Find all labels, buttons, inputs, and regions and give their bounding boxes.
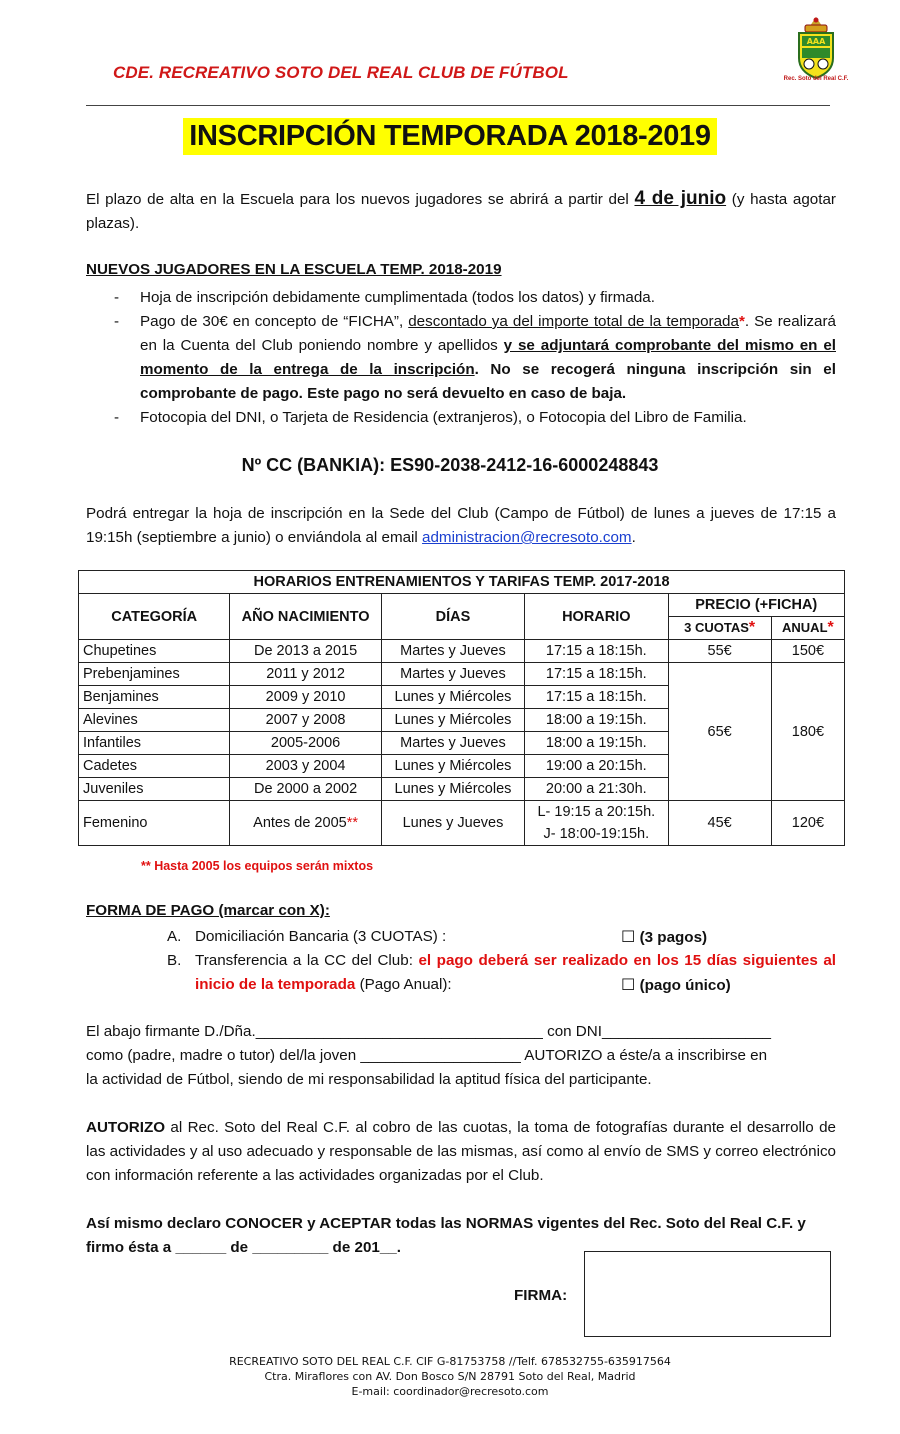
signer-line-1 xyxy=(86,1020,836,1044)
cell-birth-text: Antes de 2005 xyxy=(253,815,347,831)
cell-birth xyxy=(230,801,381,846)
option-label: (pago único) xyxy=(639,977,731,994)
option-text: Transferencia a la CC del Club: xyxy=(195,952,419,969)
signer-line-3: la actividad de Fútbol, siendo de mi responsabilidad la aptitud física del participante. xyxy=(86,1071,652,1088)
payment-option-b xyxy=(167,949,181,973)
table-row xyxy=(79,801,845,846)
requirements-list xyxy=(86,286,836,430)
payment-option-b-check[interactable] xyxy=(617,973,731,998)
authorize-text: al Rec. Soto del Real C.F. al cobro de las cuotas, la toma de fotografías durante el desarrollo de las actividades y al uso adecuado y responsable de las mismas, así como al envío de SMS y correo electrónico con información referente a las actividades organizadas por el Club. xyxy=(86,1119,836,1184)
cell-schedule: 18:00 a 19:15h. xyxy=(525,709,668,732)
footer-line: E-mail: coordinador@recresoto.com xyxy=(351,1385,549,1398)
cell-birth: 2005-2006 xyxy=(230,732,381,755)
footer xyxy=(0,1354,900,1399)
cell-schedule: 17:15 a 18:15h. xyxy=(525,663,668,686)
header-divider xyxy=(86,105,830,106)
asterisk: * xyxy=(738,313,745,330)
payment-deadline-note: el pago deberá ser realizado en los 15 días siguientes al inicio de la temporada xyxy=(195,952,836,993)
cell-category: Chupetines xyxy=(79,640,230,663)
dni-blank[interactable]: ____________________ xyxy=(601,1023,771,1040)
opening-date: 4 de junio xyxy=(634,188,727,209)
cell-three-fees: 65€ xyxy=(668,663,771,801)
payment-option-a xyxy=(167,925,181,949)
declaration-line-1: Así mismo declaro CONOCER y ACEPTAR todas las NORMAS vigentes del Rec. Soto del Real C.F. y xyxy=(86,1215,806,1232)
receipt-note: y se adjuntará comprobante del mismo en el momento de la entrega de la inscripción xyxy=(140,337,836,378)
signer-text: El abajo firmante D./Dña. xyxy=(86,1023,256,1040)
cell-three-fees: 55€ xyxy=(668,640,771,663)
cell-three-fees: 45€ xyxy=(668,801,771,846)
bank-account: Nº CC (BANKIA): ES90-2038-2412-16-6000248843 xyxy=(241,455,659,475)
payment-option-b-text xyxy=(195,949,836,997)
cell-days: Martes y Jueves xyxy=(381,732,524,755)
youth-name-blank[interactable]: ___________________ xyxy=(360,1047,521,1064)
cell-birth: 2009 y 2010 xyxy=(230,686,381,709)
table-row xyxy=(79,663,845,686)
delivery-paragraph xyxy=(86,502,836,550)
cell-category: Infantiles xyxy=(79,732,230,755)
admin-email-link[interactable]: administracion@recresoto.com xyxy=(422,529,632,546)
cell-schedule: 20:00 a 21:30h. xyxy=(525,778,668,801)
signer-line-2 xyxy=(86,1044,836,1068)
cell-days: Lunes y Miércoles xyxy=(381,778,524,801)
list-item xyxy=(86,406,836,430)
checkbox-icon[interactable]: ☐ xyxy=(621,927,636,946)
cell-category: Cadetes xyxy=(79,755,230,778)
col-category: CATEGORÍA xyxy=(79,594,230,640)
requirement-text: . Se realizará en la Cuenta del Club poniendo nombre y apellidos xyxy=(140,313,836,354)
no-refund-note: . No se recogerá ninguna inscripción sin el comprobante de pago. Este pago no será devuelto en caso de baja. xyxy=(140,361,836,402)
schedule-monday: L- 19:15 a 20:15h. xyxy=(537,804,656,820)
page-title xyxy=(0,120,900,153)
col-schedule: HORARIO xyxy=(525,594,668,640)
delivery-end: . xyxy=(631,529,636,546)
table-row xyxy=(79,640,845,663)
cell-category: Alevines xyxy=(79,709,230,732)
delivery-text: Podrá entregar la hoja de inscripción en la Sede del Club (Campo de Fútbol) de lunes a jueves de 17:15 a 19:15h (septiembre a junio) o enviándola al email xyxy=(86,505,836,546)
payment-option-a-text: Domiciliación Bancaria (3 CUOTAS) : xyxy=(195,928,447,945)
cell-annual: 180€ xyxy=(771,663,844,801)
cell-days: Lunes y Miércoles xyxy=(381,686,524,709)
col-days: DÍAS xyxy=(381,594,524,640)
cell-schedule xyxy=(525,801,668,846)
col-birth-year: AÑO NACIMIENTO xyxy=(230,594,381,640)
authorize-keyword: AUTORIZO xyxy=(86,1119,166,1136)
checkbox-icon[interactable]: ☐ xyxy=(621,975,636,994)
cell-annual: 150€ xyxy=(771,640,844,663)
cell-birth: De 2000 a 2002 xyxy=(230,778,381,801)
cell-schedule: 18:00 a 19:15h. xyxy=(525,732,668,755)
club-title: CDE. RECREATIVO SOTO DEL REAL CLUB DE FÚTBOL xyxy=(113,63,569,82)
option-text-end: (Pago Anual): xyxy=(355,976,452,993)
authorization-paragraph xyxy=(86,1116,836,1188)
intro-text: El plazo de alta en la Escuela para los nuevos jugadores se abrirá a partir del xyxy=(86,191,635,208)
list-item xyxy=(86,310,836,406)
name-blank[interactable]: __________________________________ xyxy=(255,1023,543,1040)
signer-text: AUTORIZO a éste/a a inscribirse en xyxy=(520,1047,768,1064)
requirement-text: Hoja de inscripción debidamente cumplimentada (todos los datos) y firmada. xyxy=(140,289,655,306)
col-price: PRECIO (+FICHA) xyxy=(668,594,845,617)
intro-text-end: (y hasta agotar plazas). xyxy=(86,191,836,232)
cell-days: Martes y Jueves xyxy=(381,663,524,686)
footer-line: RECREATIVO SOTO DEL REAL C.F. CIF G-81753758 //Telf. 678532755-635917564 xyxy=(229,1355,671,1368)
col-three-fees-label: 3 CUOTAS xyxy=(684,620,749,635)
option-letter: A. xyxy=(167,928,182,945)
new-players-heading: NUEVOS JUGADORES EN LA ESCUELA TEMP. 2018-2019 xyxy=(86,261,502,278)
declaration-line-2: firmo ésta a ______ de _________ de 201__. xyxy=(86,1239,401,1256)
payment-heading: FORMA DE PAGO (marcar con X): xyxy=(86,902,330,919)
list-item xyxy=(86,286,836,310)
signer-text: con DNI xyxy=(542,1023,602,1040)
payment-option-a-check[interactable] xyxy=(621,925,707,950)
double-asterisk: ** xyxy=(346,815,358,831)
cell-category: Prebenjamines xyxy=(79,663,230,686)
intro-paragraph xyxy=(86,187,836,236)
cell-days: Lunes y Miércoles xyxy=(381,709,524,732)
col-annual-label: ANUAL xyxy=(782,620,828,635)
col-three-fees xyxy=(668,617,771,640)
cell-days: Lunes y Miércoles xyxy=(381,755,524,778)
cell-schedule: 17:15 a 18:15h. xyxy=(525,640,668,663)
cell-schedule: 17:15 a 18:15h. xyxy=(525,686,668,709)
cell-days: Martes y Jueves xyxy=(381,640,524,663)
requirement-text: Fotocopia del DNI, o Tarjeta de Residencia (extranjeros), o Fotocopia del Libro de Familia. xyxy=(140,409,747,426)
footer-line: Ctra. Miraflores con AV. Don Bosco S/N 28791 Soto del Real, Madrid xyxy=(264,1370,636,1383)
cell-days: Lunes y Jueves xyxy=(381,801,524,846)
page-title-text: INSCRIPCIÓN TEMPORADA 2018-2019 xyxy=(183,118,716,155)
cell-category: Femenino xyxy=(79,801,230,846)
cell-birth: 2007 y 2008 xyxy=(230,709,381,732)
cell-birth: 2011 y 2012 xyxy=(230,663,381,686)
cell-category: Juveniles xyxy=(79,778,230,801)
cell-category: Benjamines xyxy=(79,686,230,709)
requirement-text: Pago de 30€ en concepto de “FICHA”, xyxy=(140,313,409,330)
cell-birth: 2003 y 2004 xyxy=(230,755,381,778)
table-title: HORARIOS ENTRENAMIENTOS Y TARIFAS TEMP. 2017-2018 xyxy=(79,571,845,594)
asterisk: * xyxy=(748,619,756,636)
option-letter: B. xyxy=(167,952,182,969)
asterisk: * xyxy=(827,619,834,636)
schedule-price-table xyxy=(78,570,845,846)
cell-annual: 120€ xyxy=(771,801,844,846)
cell-schedule: 19:00 a 20:15h. xyxy=(525,755,668,778)
option-label: (3 pagos) xyxy=(639,929,708,946)
cell-birth: De 2013 a 2015 xyxy=(230,640,381,663)
crest-caption: Rec. Soto del Real C.F. xyxy=(783,76,849,82)
signer-text: como (padre, madre o tutor) del/la joven xyxy=(86,1047,361,1064)
discount-note: descontado ya del importe total de la temporada xyxy=(408,313,739,330)
schedule-thursday: J- 18:00-19:15h. xyxy=(543,826,650,842)
mixed-teams-note: ** Hasta 2005 los equipos serán mixtos xyxy=(141,859,374,873)
col-annual xyxy=(771,617,844,640)
signature-label: FIRMA: xyxy=(514,1287,568,1304)
signature-box[interactable] xyxy=(584,1251,831,1337)
svg-text:AAA: AAA xyxy=(806,37,826,46)
